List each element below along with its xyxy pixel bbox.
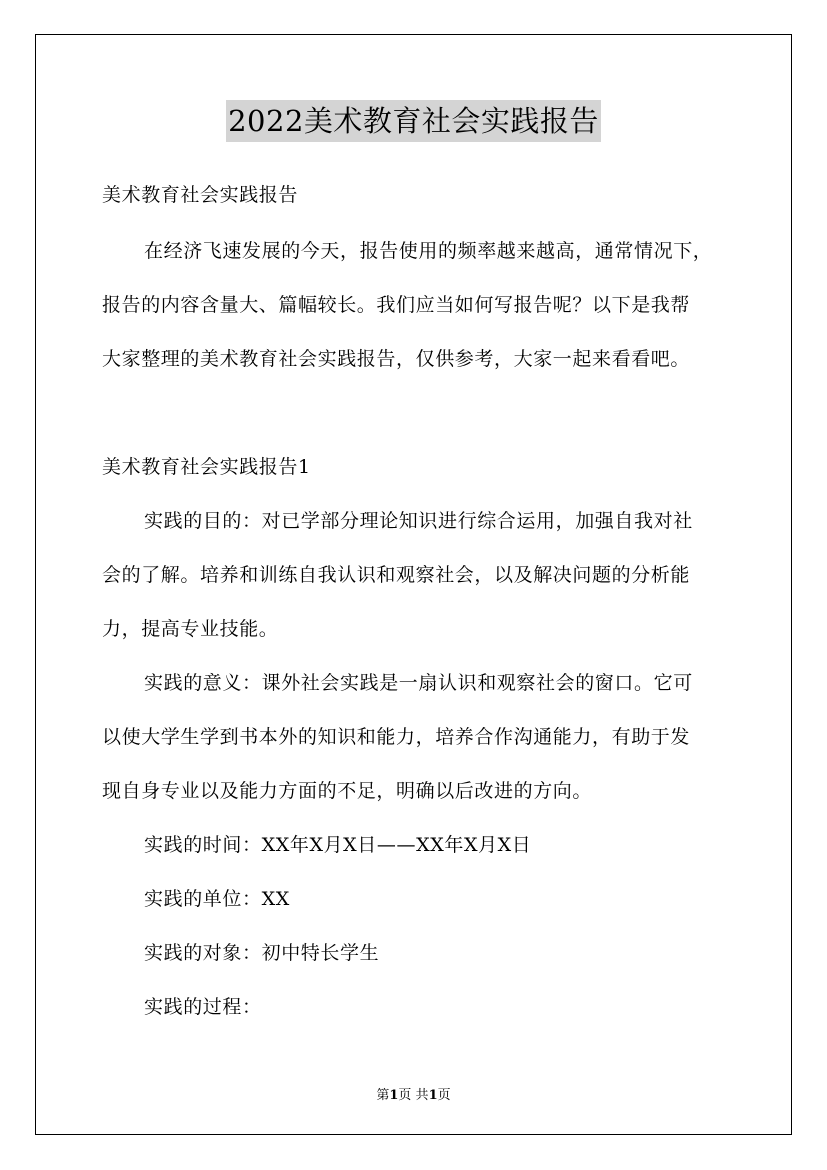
title-container	[0, 100, 827, 142]
paragraph-line: 报告的内容含量大、篇幅较长。我们应当如何写报告呢？以下是我帮	[102, 294, 691, 316]
paragraph-line: 实践的意义：课外社会实践是一扇认识和观察社会的窗口。它可	[144, 672, 693, 694]
footer-page-total: 1	[428, 1088, 438, 1103]
paragraph-line: 力，提高专业技能。	[102, 618, 279, 640]
footer-page-number: 1	[389, 1088, 399, 1103]
footer-suffix: 页	[437, 1088, 451, 1103]
paragraph-line: 大家整理的美术教育社会实践报告，仅供参考，大家一起来看看吧。	[102, 348, 691, 370]
document-title: 2022美术教育社会实践报告	[226, 100, 601, 142]
paragraph-line: 实践的过程：	[144, 996, 262, 1018]
paragraph-line: 在经济飞速发展的今天，报告使用的频率越来越高，通常情况下，	[144, 240, 713, 262]
paragraph-line: 现自身专业以及能力方面的不足，明确以后改进的方向。	[102, 780, 593, 802]
paragraph-line: 实践的单位：XX	[144, 888, 290, 910]
footer-prefix: 第	[376, 1088, 390, 1103]
section-heading: 美术教育社会实践报告1	[102, 456, 311, 478]
paragraph-line: 实践的时间：XX年X月X日——XX年X月X日	[144, 834, 532, 856]
paragraph-line: 会的了解。培养和训练自我认识和观察社会，以及解决问题的分析能	[102, 564, 691, 586]
paragraph-line: 以使大学生学到书本外的知识和能力，培养合作沟通能力，有助于发	[102, 726, 691, 748]
footer-mid: 页 共	[398, 1088, 429, 1103]
paragraph-line: 实践的对象：初中特长学生	[144, 942, 380, 964]
section-heading: 美术教育社会实践报告	[102, 184, 299, 206]
page-footer	[0, 1084, 827, 1103]
paragraph-line: 实践的目的：对已学部分理论知识进行综合运用，加强自我对社	[144, 510, 693, 532]
